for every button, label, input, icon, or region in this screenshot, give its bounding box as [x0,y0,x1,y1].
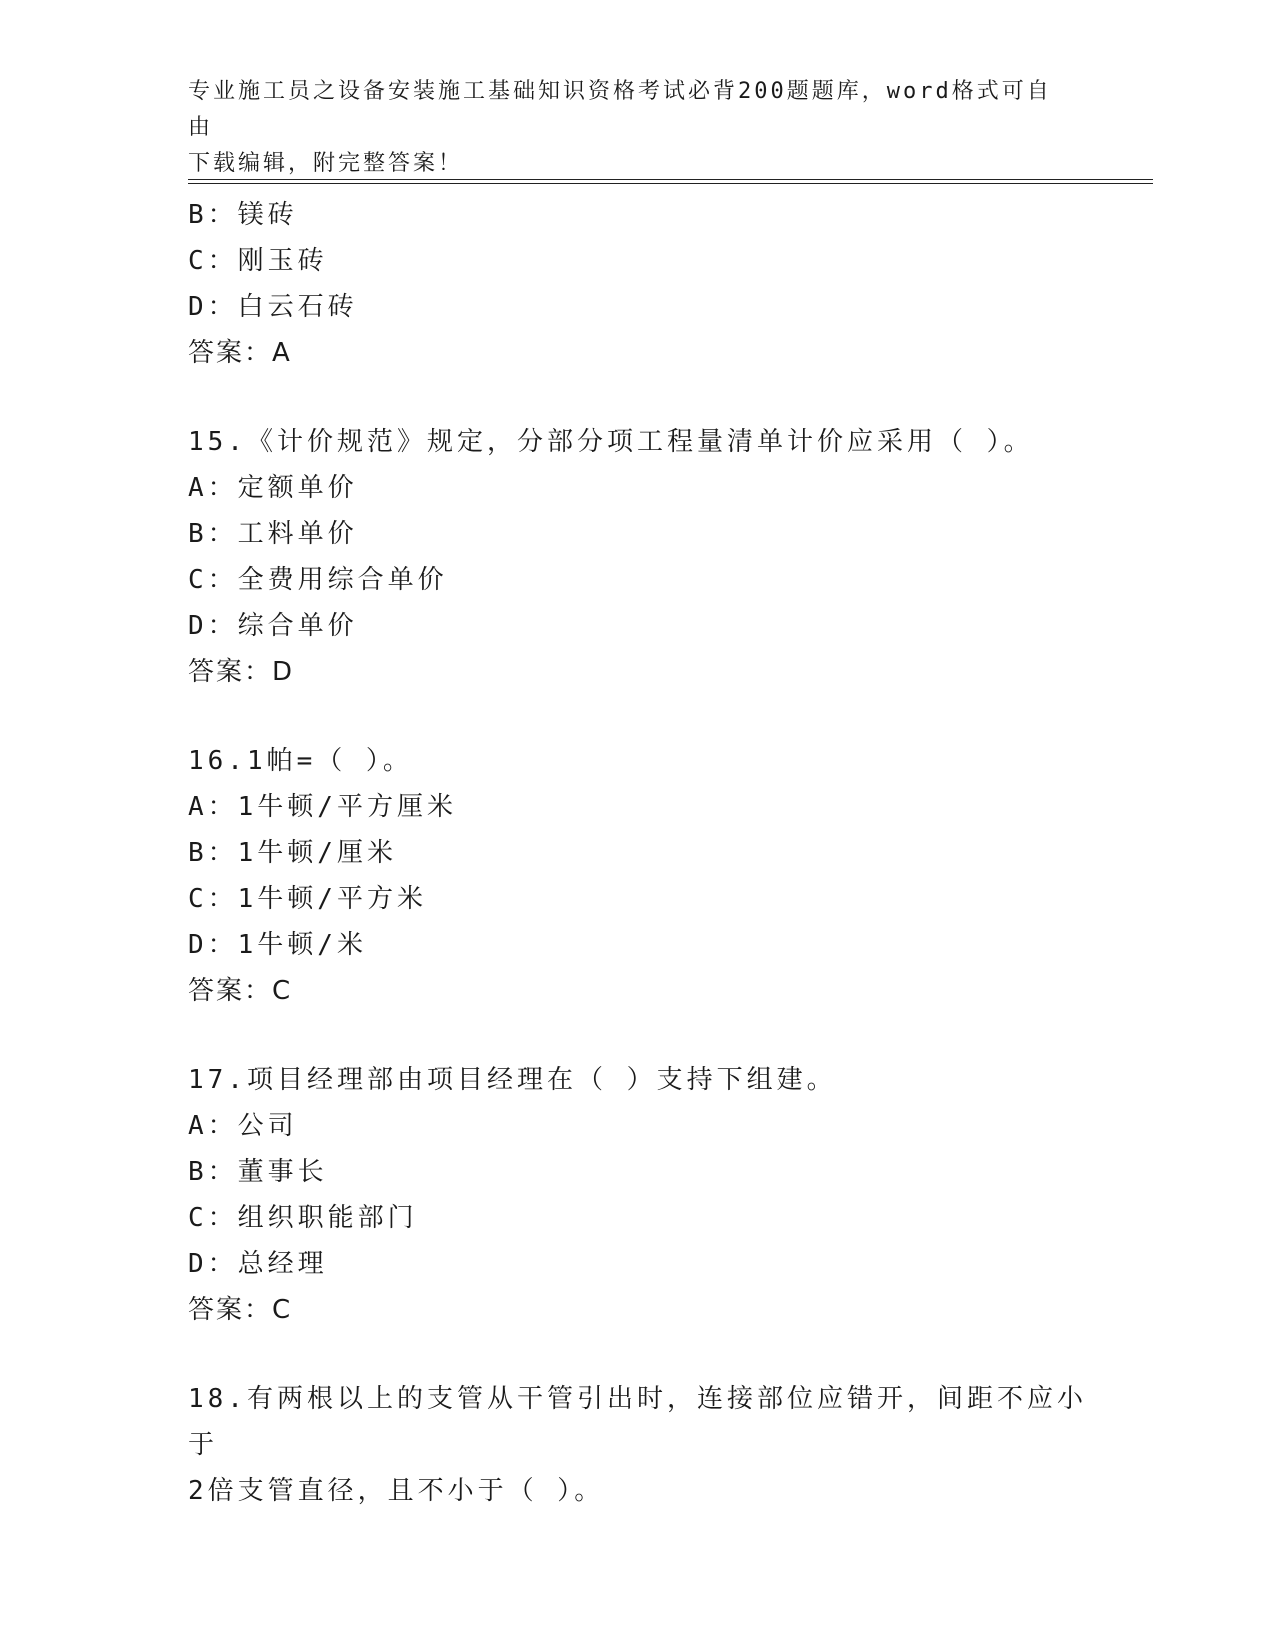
header-title-line-2: 下载编辑，附完整答案！ [188,151,464,176]
question-stem: 15.《计价规范》规定，分部分项工程量清单计价应采用（ ）。 [188,427,1034,457]
option-c: C：1牛顿/平方米 [188,884,427,914]
question-14-partial [188,192,1088,376]
option-b: B：董事长 [188,1157,328,1187]
question-stem-line-2: 2倍支管直径，且不小于（ ）。 [188,1476,605,1506]
answer-line: 答案：C [188,1295,293,1325]
spacer [188,1333,1088,1376]
header-divider-bottom [188,183,1153,184]
question-stem: 17.项目经理部由项目经理在（ ）支持下组建。 [188,1065,837,1095]
question-stem-line-1: 18.有两根以上的支管从干管引出时，连接部位应错开，间距不应小于 [188,1384,1087,1460]
option-b: B：工料单价 [188,519,358,549]
answer-line: 答案：D [188,657,295,687]
option-c: C：刚玉砖 [188,246,328,276]
option-a: A：定额单价 [188,473,358,503]
option-a: A：1牛顿/平方厘米 [188,792,457,822]
option-c: C：全费用综合单价 [188,565,448,595]
question-15 [188,419,1088,695]
question-17 [188,1057,1088,1333]
spacer [188,1014,1088,1057]
option-b: B：镁砖 [188,200,298,230]
question-16 [188,738,1088,1014]
spacer [188,376,1088,419]
option-a: A：公司 [188,1111,298,1141]
question-18 [188,1376,1088,1514]
header-divider-top [188,179,1153,180]
question-list [188,192,1088,1514]
answer-line: 答案：A [188,338,292,368]
option-d: D：1牛顿/米 [188,930,367,960]
option-d: D：白云石砖 [188,292,358,322]
question-stem: 16.1帕=（ ）。 [188,746,413,776]
spacer [188,695,1088,738]
document-header [188,74,1068,182]
option-d: D：总经理 [188,1249,328,1279]
option-b: B：1牛顿/厘米 [188,838,397,868]
option-c: C：组织职能部门 [188,1203,418,1233]
answer-line: 答案：C [188,976,293,1006]
option-d: D：综合单价 [188,611,358,641]
header-title-line-1: 专业施工员之设备安装施工基础知识资格考试必背200题题库，word格式可自由 [188,79,1052,140]
